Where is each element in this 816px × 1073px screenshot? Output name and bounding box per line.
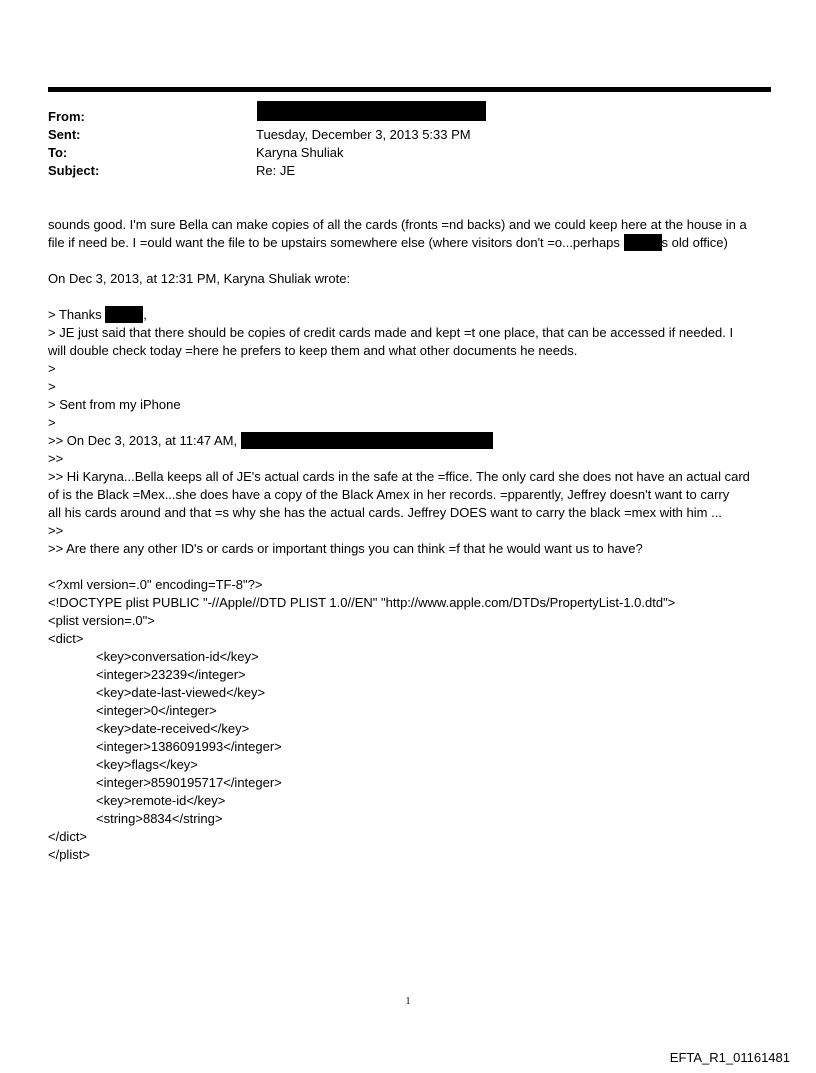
xml-line: <integer>8590195717</integer>: [96, 775, 282, 790]
document-id: EFTA_R1_01161481: [669, 1050, 790, 1065]
xml-line: </plist>: [48, 847, 90, 862]
to-value: Karyna Shuliak: [256, 145, 344, 160]
quote-line: >> Are there any other ID's or cards or important things you can think =f that he would want us to have?: [48, 541, 643, 556]
xml-line: <integer>23239</integer>: [96, 667, 246, 682]
body-line: sounds good. I'm sure Bella can make copies of all the cards (fronts =nd backs) and we could keep here at the house in a: [48, 217, 747, 232]
xml-line: <string>8834</string>: [96, 811, 223, 826]
subject-value: Re: JE: [256, 163, 296, 178]
quote-line: all his cards around and that =s why she has the actual cards. Jeffrey DOES want to carry the black =mex with him ...: [48, 505, 722, 520]
quote-line: >: [48, 379, 56, 394]
sender-redaction: [241, 432, 493, 449]
xml-line: <key>conversation-id</key>: [96, 649, 259, 664]
xml-line: <integer>1386091993</integer>: [96, 739, 282, 754]
subject-label: Subject:: [48, 163, 100, 178]
to-label: To:: [48, 145, 68, 160]
from-redaction: [257, 101, 486, 121]
xml-line: <key>date-received</key>: [96, 721, 250, 736]
header-rule: [48, 87, 771, 92]
quote-line: >> Hi Karyna...Bella keeps all of JE's actual cards in the safe at the =ffice. The only card she does not have an actual card: [48, 469, 750, 484]
xml-line: <key>date-last-viewed</key>: [96, 685, 266, 700]
sent-label: Sent:: [48, 127, 81, 142]
email-body: [48, 216, 778, 864]
quote-line: >>: [48, 451, 64, 466]
name-redaction: [105, 306, 143, 323]
xml-line: <key>flags</key>: [96, 757, 198, 772]
quote-line: >: [48, 361, 56, 376]
quote-attribution: On Dec 3, 2013, at 12:31 PM, Karyna Shuliak wrote:: [48, 271, 351, 286]
quote-line: > JE just said that there should be copies of credit cards made and kept =t one place, that can be accessed if needed. I: [48, 325, 734, 340]
quote-line: > Thanks ,: [48, 307, 147, 322]
xml-line: <key>remote-id</key>: [96, 793, 226, 808]
quote-line: >> On Dec 3, 2013, at 11:47 AM,: [48, 432, 778, 450]
xml-line: </dict>: [48, 829, 88, 844]
quote-line: > Sent from my iPhone: [48, 397, 181, 412]
from-label: From:: [48, 109, 85, 124]
page-number: 1: [405, 996, 411, 1007]
xml-line: <integer>0</integer>: [96, 703, 217, 718]
quote-line: >: [48, 415, 56, 430]
name-redaction: [624, 234, 662, 251]
quote-line: will double check today =here he prefers to keep them and what other documents he needs.: [48, 343, 578, 358]
body-line: file if need be. I =ould want the file to be upstairs somewhere else (where visitors don't =o...perhaps s old office): [48, 235, 728, 250]
xml-line: <!DOCTYPE plist PUBLIC "-//Apple//DTD PLIST 1.0//EN" "http://www.apple.com/DTDs/PropertyList-1.0.dtd">: [48, 595, 676, 610]
xml-line: <dict>: [48, 631, 84, 646]
xml-line: <?xml version=.0" encoding=TF-8"?>: [48, 577, 263, 592]
quote-line: of is the Black =Mex...she does have a copy of the Black Amex in her records. =pparently, Jeffrey doesn't want to carry: [48, 487, 730, 502]
quote-line: >>: [48, 523, 64, 538]
xml-line: <plist version=.0">: [48, 613, 155, 628]
sent-value: Tuesday, December 3, 2013 5:33 PM: [256, 127, 471, 142]
